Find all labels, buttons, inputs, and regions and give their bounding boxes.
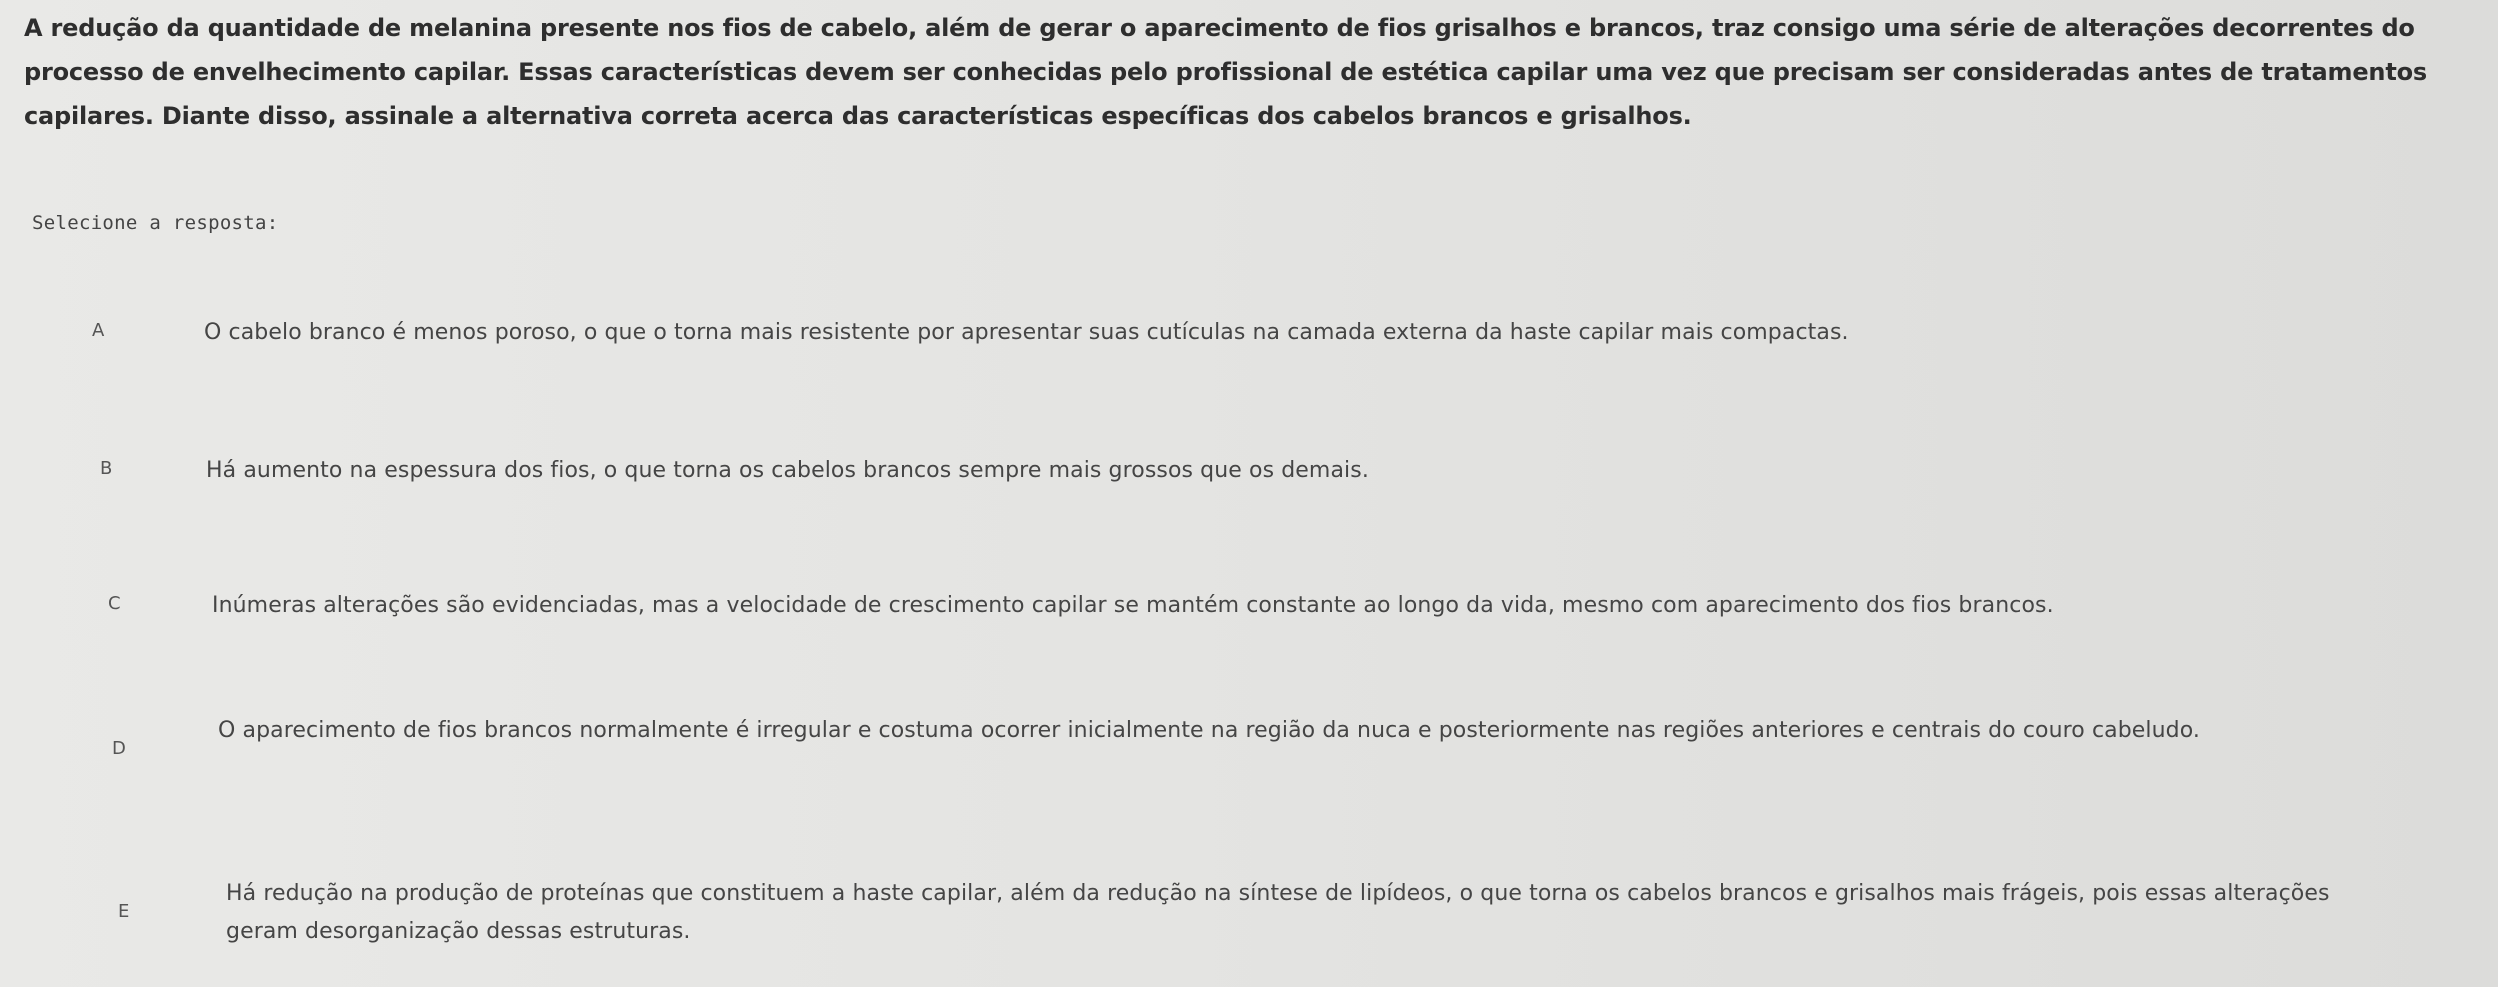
- option-text: Há redução na produção de proteínas que constituem a haste capilar, além da redução na síntese de lipídeos, o que torna os cabelos brancos e grisalhos mais frágeis, pois essas alterações geram desorganização dessas estruturas.: [226, 881, 2330, 944]
- option-letter: D: [112, 738, 126, 759]
- option-letter: A: [92, 320, 105, 341]
- option-text: Inúmeras alterações são evidenciadas, mas a velocidade de crescimento capilar se mantém constante ao longo da vida, mesmo com aparecimento dos fios brancos.: [212, 593, 2054, 618]
- option-text: Há aumento na espessura dos fios, o que torna os cabelos brancos sempre mais grossos que os demais.: [206, 458, 1369, 483]
- question-text: A redução da quantidade de melanina presente nos fios de cabelo, além de gerar o aparecimento de fios grisalhos e brancos, traz consigo uma série de alterações decorrentes do processo de envelhecimento capilar. Essas características devem ser conhecidas pelo profissional de estética capilar uma vez que precisam ser consideradas antes de tratamentos capilares. Diante disso, assinale a alternativa correta acerca das características específicas dos cabelos brancos e grisalhos.: [24, 14, 2427, 130]
- answer-option-c[interactable]: [0, 587, 2498, 637]
- answer-prompt-label: Selecione a resposta:: [32, 212, 279, 234]
- answer-option-e[interactable]: [0, 875, 2498, 955]
- option-letter: C: [108, 593, 121, 614]
- option-text: O aparecimento de fios brancos normalmente é irregular e costuma ocorrer inicialmente na região da nuca e posteriormente nas regiões anteriores e centrais do couro cabeludo.: [218, 718, 2201, 743]
- answer-option-b[interactable]: [0, 452, 2498, 502]
- option-letter: E: [118, 901, 130, 922]
- option-text: O cabelo branco é menos poroso, o que o torna mais resistente por apresentar suas cutículas na camada externa da haste capilar mais compactas.: [204, 320, 1849, 345]
- option-letter: B: [100, 458, 113, 479]
- answer-option-a[interactable]: [0, 314, 2498, 364]
- answer-option-d[interactable]: [0, 712, 2498, 792]
